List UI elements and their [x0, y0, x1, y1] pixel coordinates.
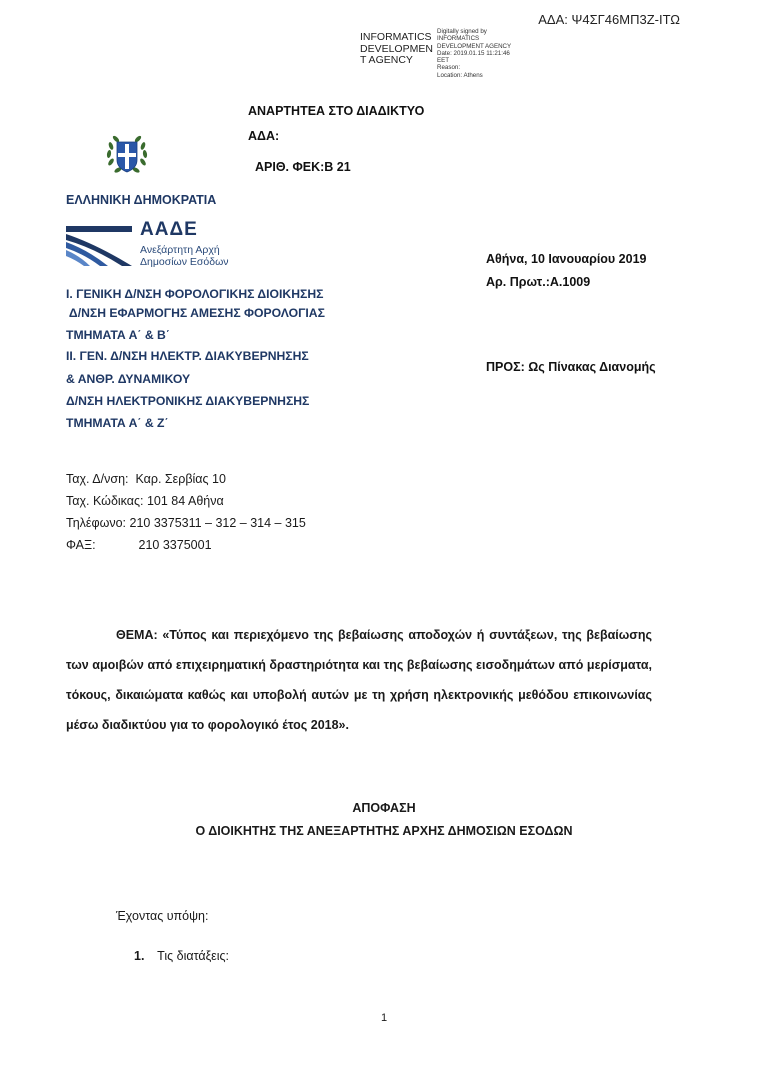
decision-authority: Ο ΔΙΟΙΚΗΤΗΣ ΤΗΣ ΑΝΕΞΑΡΤΗΤΗΣ ΑΡΧΗΣ ΔΗΜΟΣΙΩΝ ΕΣΟΔΩΝ [195, 824, 573, 838]
signature-meta-line: INFORMATICS [437, 35, 480, 43]
signature-meta-line: DEVELOPMENT AGENCY [437, 42, 512, 50]
department-line: ΙΙ. ΓΕΝ. Δ/ΝΣΗ ΗΛΕΚΤΡ. ΔΙΑΚΥΒΕΡΝΗΣΗΣ [66, 349, 309, 363]
signature-meta-line: Location: Athens [437, 71, 483, 79]
aade-logo-title: ΑΑΔΕ [140, 219, 198, 240]
signature-org-line: T AGENCY [360, 54, 413, 66]
recipient: ΠΡΟΣ: Ως Πίνακας Διανομής [486, 360, 656, 374]
list-item-number: 1. [134, 949, 145, 963]
subject-paragraph [66, 620, 652, 740]
page-number: 1 [380, 1012, 388, 1024]
fax-label: ΦΑΞ: [66, 538, 96, 552]
address-fax [66, 538, 212, 552]
aade-subtitle-line: Δημοσίων Εσόδων [140, 256, 229, 268]
decision-title: ΑΠΟΦΑΣΗ [352, 801, 416, 815]
ada-label: ΑΔΑ: [248, 129, 280, 143]
department-line: ΤΜΗΜΑΤΑ Α΄ & Ζ΄ [66, 416, 169, 430]
document-date: Αθήνα, 10 Ιανουαρίου 2019 [486, 252, 647, 266]
aade-subtitle-line: Ανεξάρτητη Αρχή [140, 244, 220, 256]
address-street: Ταχ. Δ/νση: Καρ. Σερβίας 10 [66, 472, 226, 486]
republic-title: ΕΛΛΗΝΙΚΗ ΔΗΜΟΚΡΑΤΙΑ [66, 193, 217, 207]
signature-meta-line: Date: 2019.01.15 11:21:46 [437, 49, 510, 57]
aade-logo-subtitle [140, 244, 229, 268]
department-line: ΤΜΗΜΑΤΑ Α΄ & Β΄ [66, 328, 170, 342]
list-item [134, 949, 229, 963]
considering-label: Έχοντας υπόψη: [116, 909, 209, 923]
department-line: Δ/ΝΣΗ ΕΦΑΡΜΟΓΗΣ ΑΜΕΣΗΣ ΦΟΡΟΛΟΓΙΑΣ [66, 306, 325, 320]
protocol-number: Αρ. Πρωτ.:Α.1009 [486, 275, 591, 289]
department-line: Δ/ΝΣΗ ΗΛΕΚΤΡΟΝΙΚΗΣ ΔΙΑΚΥΒΕΡΝΗΣΗΣ [66, 394, 310, 408]
signature-meta-line: EET [437, 57, 450, 65]
address-phone: Τηλέφωνο: 210 3375311 – 312 – 314 – 315 [66, 516, 306, 530]
signature-organization [360, 32, 433, 67]
signature-org-line: INFORMATICS [360, 31, 432, 43]
publish-note: ΑΝΑΡΤΗΤΕΑ ΣΤΟ ΔΙΑΔΙΚΤΥΟ [248, 104, 425, 118]
address-postcode: Ταχ. Κώδικας: 101 84 Αθήνα [66, 494, 224, 508]
greek-emblem-icon [103, 132, 151, 178]
signature-metadata [437, 28, 511, 79]
list-item-text: Τις διατάξεις: [157, 949, 230, 963]
subject-text: ΘΕΜΑ: «Τύπος και περιεχόμενο της βεβαίωσης αποδοχών ή συντάξεων, της βεβαίωσης των αμοιβών από επιχειρηματική δραστηριότητα και της βεβαίωσης εισοδημάτων από μερίσματα, τόκους, δικαιώματα καθώς και υποβολή αυτών με τη χρήση ηλεκτρονικής μεθόδου επικοινωνίας μέσω διαδικτύου για το φορολογικό έτος 2018». [66, 628, 652, 732]
signature-meta-line: Digitally signed by [437, 28, 487, 35]
fek-number: ΑΡΙΘ. ΦΕΚ:Β 21 [255, 160, 351, 174]
fax-value: 210 3375001 [138, 538, 212, 552]
aade-logo-icon [66, 222, 132, 268]
ada-code: ΑΔΑ: Ψ4ΣΓ46ΜΠ3Ζ-ΙΤΩ [538, 12, 680, 27]
signature-org-line: DEVELOPMEN [360, 42, 433, 55]
signature-meta-line: Reason: [437, 64, 461, 72]
department-line: Ι. ΓΕΝΙΚΗ Δ/ΝΣΗ ΦΟΡΟΛΟΓΙΚΗΣ ΔΙΟΙΚΗΣΗΣ [66, 287, 324, 301]
department-line: & ΑΝΘΡ. ΔΥΝΑΜΙΚΟΥ [66, 372, 191, 386]
